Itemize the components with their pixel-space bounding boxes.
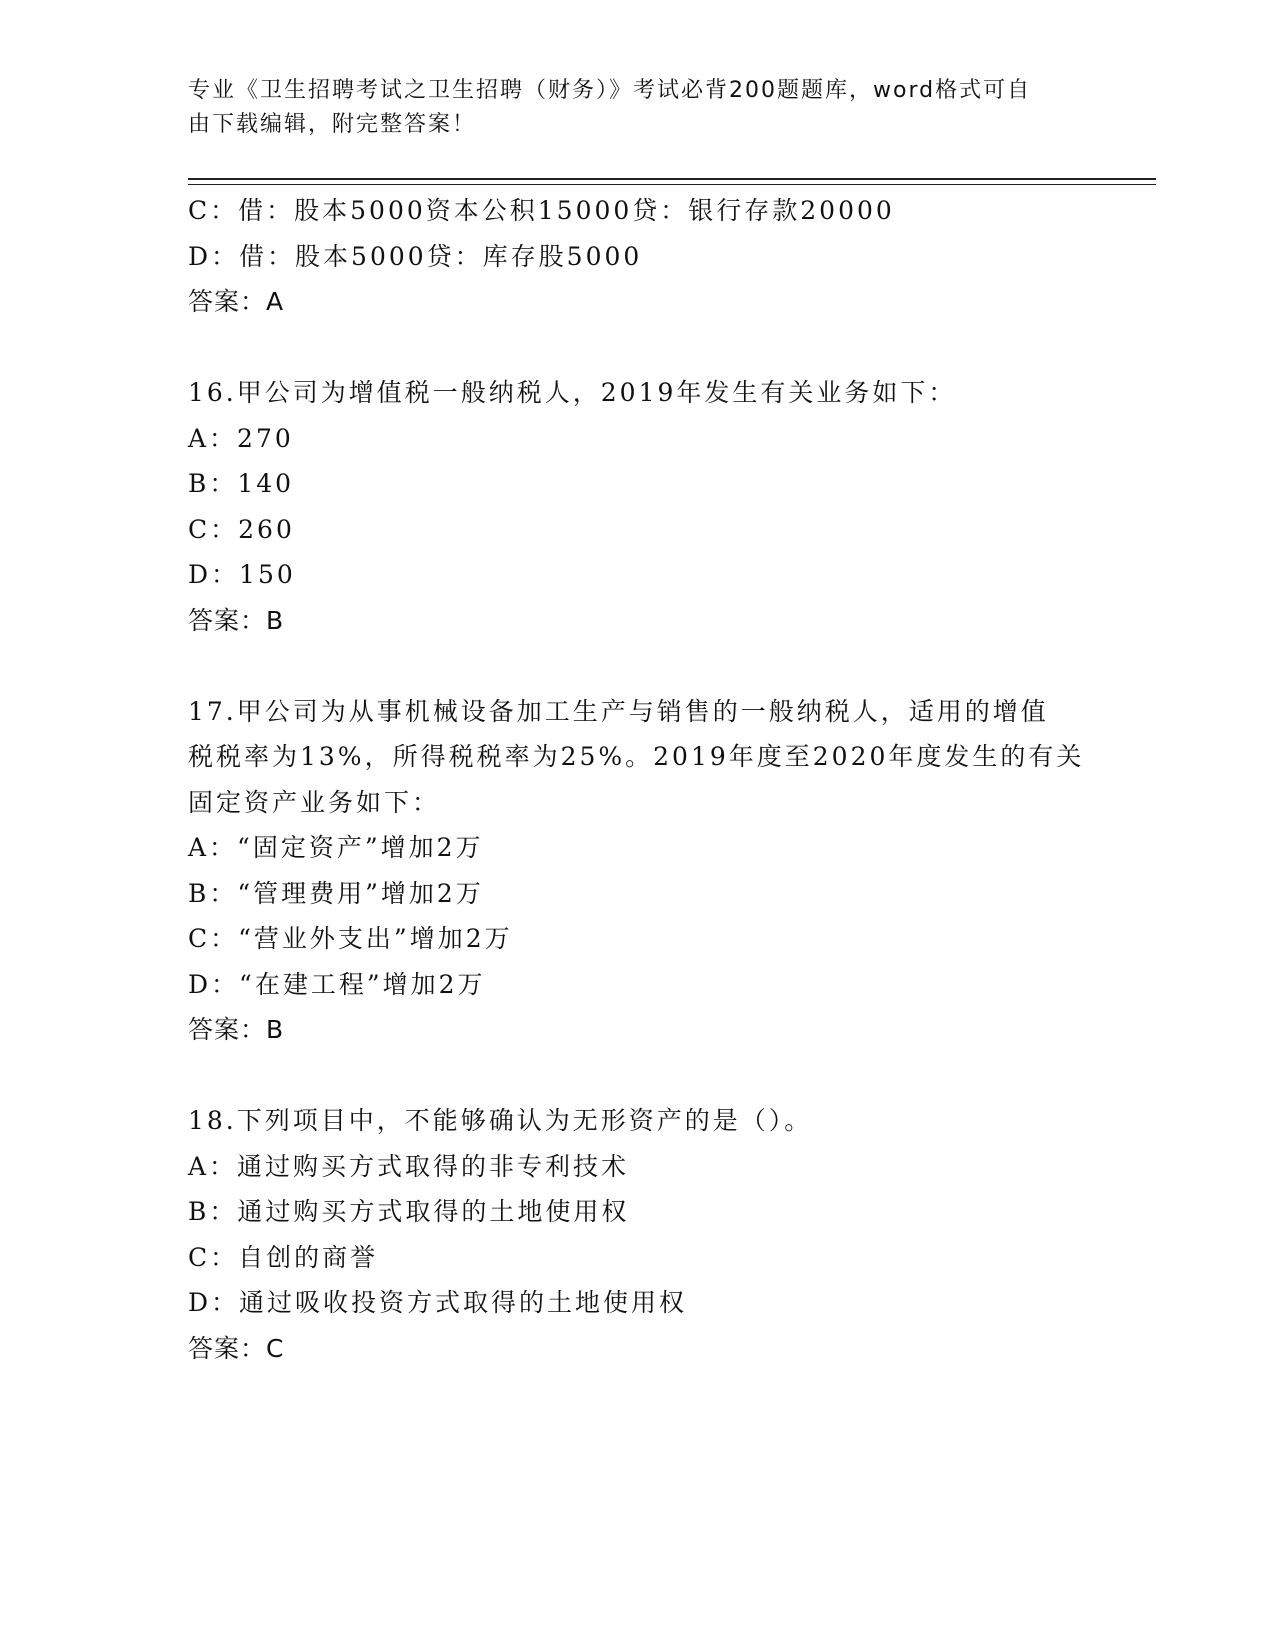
question-stem: 固定资产业务如下： (188, 787, 441, 817)
spacer (188, 1053, 1088, 1099)
option-b: B：通过购买方式取得的土地使用权 (188, 1197, 630, 1226)
option-c: C：260 (188, 514, 295, 544)
question-stem: 税税率为13%，所得税税率为25%。2019年度至2020年度发生的有关 (188, 742, 1085, 771)
prev-question-block (188, 188, 1088, 325)
option-c: C：自创的商誉 (188, 1242, 379, 1272)
option-c: C：借：股本5000资本公积15000贷：银行存款20000 (188, 196, 895, 225)
option-b: B：“管理费用”增加2万 (188, 878, 484, 908)
question-16 (188, 370, 1088, 643)
spacer (188, 325, 1088, 371)
option-a: A：通过购买方式取得的非专利技术 (188, 1151, 630, 1181)
option-d: D：通过吸收投资方式取得的土地使用权 (188, 1288, 688, 1317)
option-a: A：270 (188, 423, 294, 453)
answer-line: 答案：C (188, 1333, 285, 1363)
option-a: A：“固定资产”增加2万 (188, 833, 484, 862)
header-line-1: 专业《卫生招聘考试之卫生招聘（财务）》考试必背200题题库，word格式可自 (188, 78, 1032, 103)
option-d: D：150 (188, 560, 296, 589)
answer-line: 答案：A (188, 287, 285, 316)
document-header (188, 74, 1068, 142)
option-c: C：“营业外支出”增加2万 (188, 924, 513, 953)
answer-line: 答案：B (188, 605, 285, 635)
spacer (188, 643, 1088, 689)
question-17 (188, 689, 1088, 1053)
question-stem: 18.下列项目中，不能够确认为无形资产的是（）。 (188, 1106, 813, 1135)
question-content (188, 188, 1088, 1371)
question-stem: 16.甲公司为增值税一般纳税人，2019年发生有关业务如下： (188, 378, 957, 407)
question-18 (188, 1098, 1088, 1371)
header-rule-thick (188, 178, 1156, 180)
header-rule-thin (188, 184, 1156, 185)
answer-line: 答案：B (188, 1015, 285, 1044)
option-d: D：“在建工程”增加2万 (188, 969, 486, 999)
option-b: B：140 (188, 469, 295, 498)
question-stem: 17.甲公司为从事机械设备加工生产与销售的一般纳税人，适用的增值 (188, 696, 1049, 726)
option-d: D：借：股本5000贷：库存股5000 (188, 241, 643, 271)
header-line-2: 由下载编辑，附完整答案！ (188, 112, 477, 137)
